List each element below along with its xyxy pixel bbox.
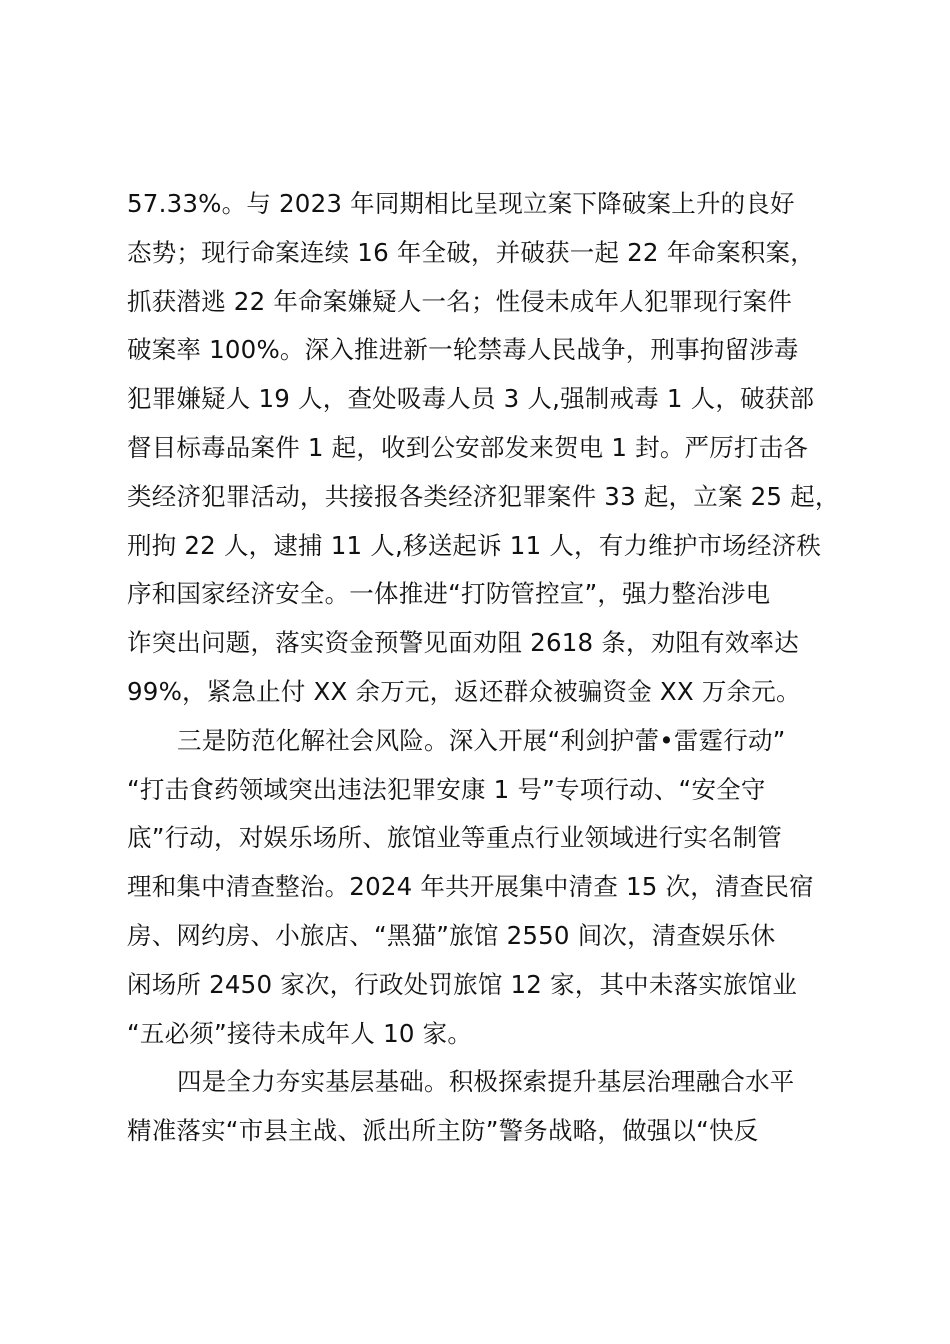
text-line: 抓获潜逃 22 年命案嫌疑人一名；性侵未成年人犯罪现行案件 [127,286,793,316]
text-line: “打击食药领域突出违法犯罪安康 1 号”专项行动、“安全守 [127,774,766,804]
text-line: 房、网约房、小旅店、“黑猫”旅馆 2550 间次，清查娱乐休 [127,920,776,950]
text-line: 底”行动，对娱乐场所、旅馆业等重点行业领域进行实名制管 [127,823,783,853]
text-line: 类经济犯罪活动，共接报各类经济犯罪案件 33 起，立案 25 起， [127,481,840,511]
text-line: 诈突出问题，落实资金预警见面劝阻 2618 条，劝阻有效率达 [127,628,799,658]
text-line: 犯罪嫌疑人 19 人，查处吸毒人员 3 人,强制戒毒 1 人，破获部 [127,384,815,414]
text-line: “五必须”接待未成年人 10 家。 [127,1018,473,1048]
text-line: 理和集中清查整治。2024 年共开展集中清查 15 次，清查民宿 [127,872,814,902]
text-line: 破案率 100%。深入推进新一轮禁毒人民战争，刑事拘留涉毒 [127,335,799,365]
text-line: 闲场所 2450 家次，行政处罚旅馆 12 家，其中未落实旅馆业 [127,969,798,999]
text-line: 57.33%。与 2023 年同期相比呈现立案下降破案上升的良好 [127,189,795,218]
text-line: 态势；现行命案连续 16 年全破，并破获一起 22 年命案积案， [127,237,815,267]
paragraph-start-line: 三是防范化解社会风险。深入开展“利剑护蕾•雷霆行动” [177,725,786,755]
text-line: 精准落实“市县主战、派出所主防”警务战略，做强以“快反 [127,1116,759,1146]
text-line: 99%，紧急止付 XX 余万元，返还群众被骗资金 XX 万余元。 [127,676,801,706]
text-line: 序和国家经济安全。一体推进“打防管控宣”，强力整治涉电 [127,579,771,609]
text-line: 刑拘 22 人，逮捕 11 人,移送起诉 11 人，有力维护市场经济秩 [127,530,822,560]
text-line: 督目标毒品案件 1 起，收到公安部发来贺电 1 封。严厉打击各 [127,432,809,462]
body-text [127,180,857,1156]
paragraph-start-line: 四是全力夯实基层基础。积极探索提升基层治理融合水平 [177,1067,795,1097]
